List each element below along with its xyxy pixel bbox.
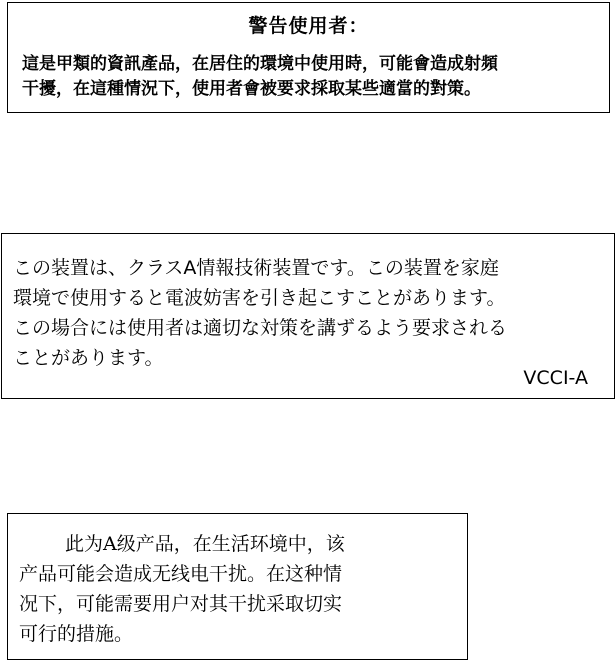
vcci-class-a-notice xyxy=(1,233,615,399)
bsmi-warning-title: 警告使用者： xyxy=(248,15,369,37)
vcci-mark-label: VCCI-A xyxy=(523,367,588,389)
bsmi-warning-line-1: 這是甲類的資訊產品，在居住的環境中使用時，可能會造成射頻 xyxy=(22,54,498,74)
bsmi-warning-notice xyxy=(7,2,610,113)
ccc-notice-line-1: 此为A级产品，在生活环境中，该 xyxy=(65,533,345,555)
vcci-notice-line-4: ことがあります。 xyxy=(13,347,164,369)
vcci-notice-line-2: 環境で使用すると電波妨害を引き起こすことがあります。 xyxy=(13,287,506,309)
ccc-notice-body xyxy=(19,529,459,649)
bsmi-warning-body xyxy=(22,52,599,102)
ccc-notice-line-3: 况下，可能需要用户对其干扰采取切实 xyxy=(19,593,343,615)
vcci-notice-line-1: この装置は、クラスA情報技術装置です。この装置を家庭 xyxy=(13,257,499,279)
bsmi-warning-line-2: 干擾，在這種情況下，使用者會被要求採取某些適當的對策。 xyxy=(22,79,481,99)
ccc-notice-line-4: 可行的措施。 xyxy=(19,623,134,645)
ccc-class-a-notice xyxy=(7,513,468,660)
vcci-notice-body xyxy=(13,253,604,373)
ccc-notice-line-2: 产品可能会造成无线电干扰。在这种情 xyxy=(19,563,343,585)
vcci-notice-line-3: この場合には使用者は適切な対策を講ずるよう要求される xyxy=(13,317,508,339)
